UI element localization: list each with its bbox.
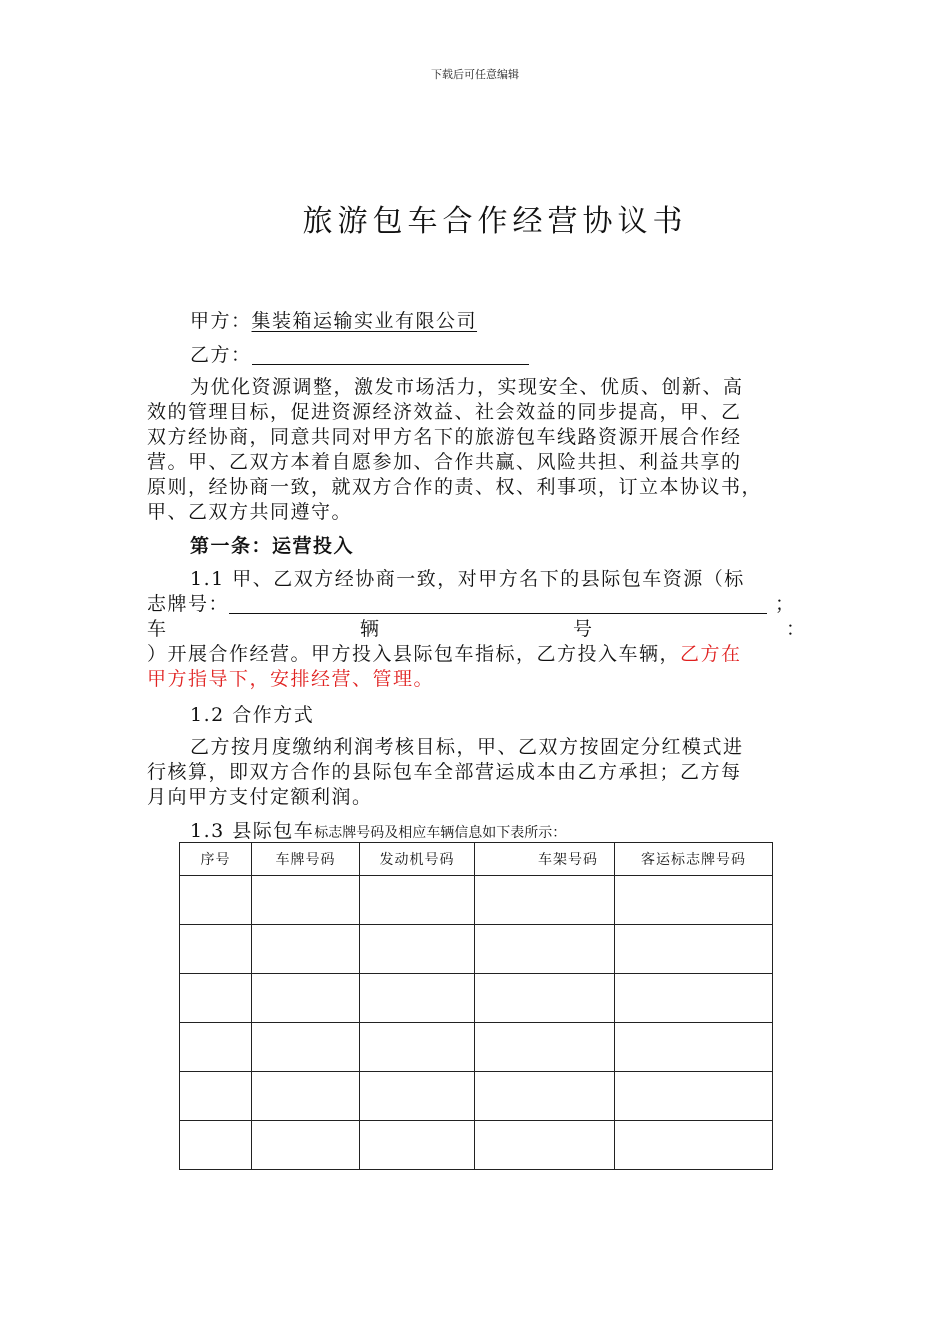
vehicle-word-3: 号 [572, 618, 592, 640]
table-cell[interactable] [475, 925, 615, 974]
table-cell[interactable] [180, 925, 252, 974]
table-row [180, 876, 773, 925]
table-row [180, 1121, 773, 1170]
table-cell[interactable] [180, 1121, 252, 1170]
table-cell[interactable] [615, 1072, 773, 1121]
table-cell[interactable] [615, 925, 773, 974]
table-cell[interactable] [615, 974, 773, 1023]
table-row [180, 1023, 773, 1072]
clause-1-3-tail: 标志牌号码及相应车辆信息如下表所示： [314, 825, 567, 841]
table-cell[interactable] [252, 1121, 360, 1170]
page-header-note: 下载后可任意编辑 [431, 68, 519, 81]
table-cell[interactable] [475, 1072, 615, 1121]
table-cell[interactable] [180, 1023, 252, 1072]
table-row [180, 974, 773, 1023]
table-cell[interactable] [475, 1023, 615, 1072]
clause-1-2-heading: 1.2 合作方式 [190, 704, 315, 726]
col-header-plate: 车牌号码 [252, 843, 360, 876]
table-row [180, 925, 773, 974]
table-header-row [180, 843, 773, 876]
table-cell[interactable] [180, 876, 252, 925]
party-a-label: 甲方： [190, 310, 252, 332]
col-header-engine: 发动机号码 [360, 843, 475, 876]
article-1-heading: 第一条：运营投入 [190, 535, 355, 557]
col-header-sign: 客运标志牌号码 [615, 843, 773, 876]
table-cell[interactable] [615, 1121, 773, 1170]
intro-line-6: 甲、乙双方共同遵守。 [147, 501, 353, 523]
table-body [180, 876, 773, 1170]
vehicle-word-colon: ： [785, 618, 805, 640]
clause-1-1-red-text-2: 甲方指导下，安排经营、管理。 [147, 668, 435, 690]
clause-1-3-lead: 1.3 县际包车 [190, 820, 315, 842]
party-b-label: 乙方： [190, 344, 252, 366]
intro-line-5: 原则，经协商一致，就双方合作的责、权、利事项，订立本协议书， [147, 476, 763, 498]
party-b-blank [252, 346, 529, 365]
col-header-frame: 车架号码 [475, 843, 615, 876]
clause-1-2-line-2: 行核算，即双方合作的县际包车全部营运成本由乙方承担；乙方每 [147, 761, 742, 783]
col-header-index: 序号 [180, 843, 252, 876]
table-cell[interactable] [360, 974, 475, 1023]
table-cell[interactable] [360, 1072, 475, 1121]
table-cell[interactable] [360, 925, 475, 974]
vehicle-word-1: 车 [147, 618, 167, 640]
intro-line-4: 营。甲、乙双方本着自愿参加、合作共赢、风险共担、利益共享的 [147, 451, 742, 473]
table-cell[interactable] [360, 1023, 475, 1072]
table-cell[interactable] [475, 876, 615, 925]
table-cell[interactable] [252, 1023, 360, 1072]
plate-number-label: 志牌号： [147, 593, 230, 615]
semicolon: ； [775, 593, 796, 615]
table-cell[interactable] [475, 1121, 615, 1170]
clause-1-1-text: ）开展合作经营。甲方投入县际包车指标，乙方投入车辆， [147, 643, 681, 665]
intro-line-3: 双方经协商，同意共同对甲方名下的旅游包车线路资源开展合作经 [147, 426, 742, 448]
table-cell[interactable] [360, 1121, 475, 1170]
party-a-name: 集装箱运输实业有限公司 [251, 310, 478, 332]
table-cell[interactable] [615, 1023, 773, 1072]
table-cell[interactable] [252, 925, 360, 974]
party-b-line [190, 343, 529, 368]
plate-number-blank [229, 595, 767, 614]
intro-line-1: 为优化资源调整，激发市场活力，实现安全、优质、创新、高 [190, 376, 744, 398]
clause-1-1-line-3 [147, 617, 805, 642]
party-a-line [190, 309, 477, 334]
table-cell[interactable] [360, 876, 475, 925]
table-cell[interactable] [180, 974, 252, 1023]
vehicle-word-2: 辆 [359, 618, 379, 640]
clause-1-1-line-2 [147, 592, 796, 617]
vehicle-info-table [179, 842, 773, 1170]
clause-1-1-line-4 [147, 642, 742, 667]
clause-1-3-line [190, 819, 566, 844]
table-cell[interactable] [180, 1072, 252, 1121]
table-cell[interactable] [475, 974, 615, 1023]
intro-line-2: 效的管理目标，促进资源经济效益、社会效益的同步提高，甲、乙 [147, 401, 742, 423]
clause-1-2-line-1: 乙方按月度缴纳利润考核目标，甲、乙双方按固定分红模式进 [190, 736, 744, 758]
table-cell[interactable] [252, 876, 360, 925]
clause-1-1-red-text-1: 乙方在 [680, 643, 742, 665]
table-row [180, 1072, 773, 1121]
table-cell[interactable] [252, 1072, 360, 1121]
document-title: 旅游包车合作经营协议书 [302, 204, 688, 239]
table-cell[interactable] [252, 974, 360, 1023]
clause-1-2-line-3: 月向甲方支付定额利润。 [147, 786, 373, 808]
table-cell[interactable] [615, 876, 773, 925]
clause-1-1-line-1: 1.1 甲、乙双方经协商一致，对甲方名下的县际包车资源（标 [190, 568, 745, 590]
